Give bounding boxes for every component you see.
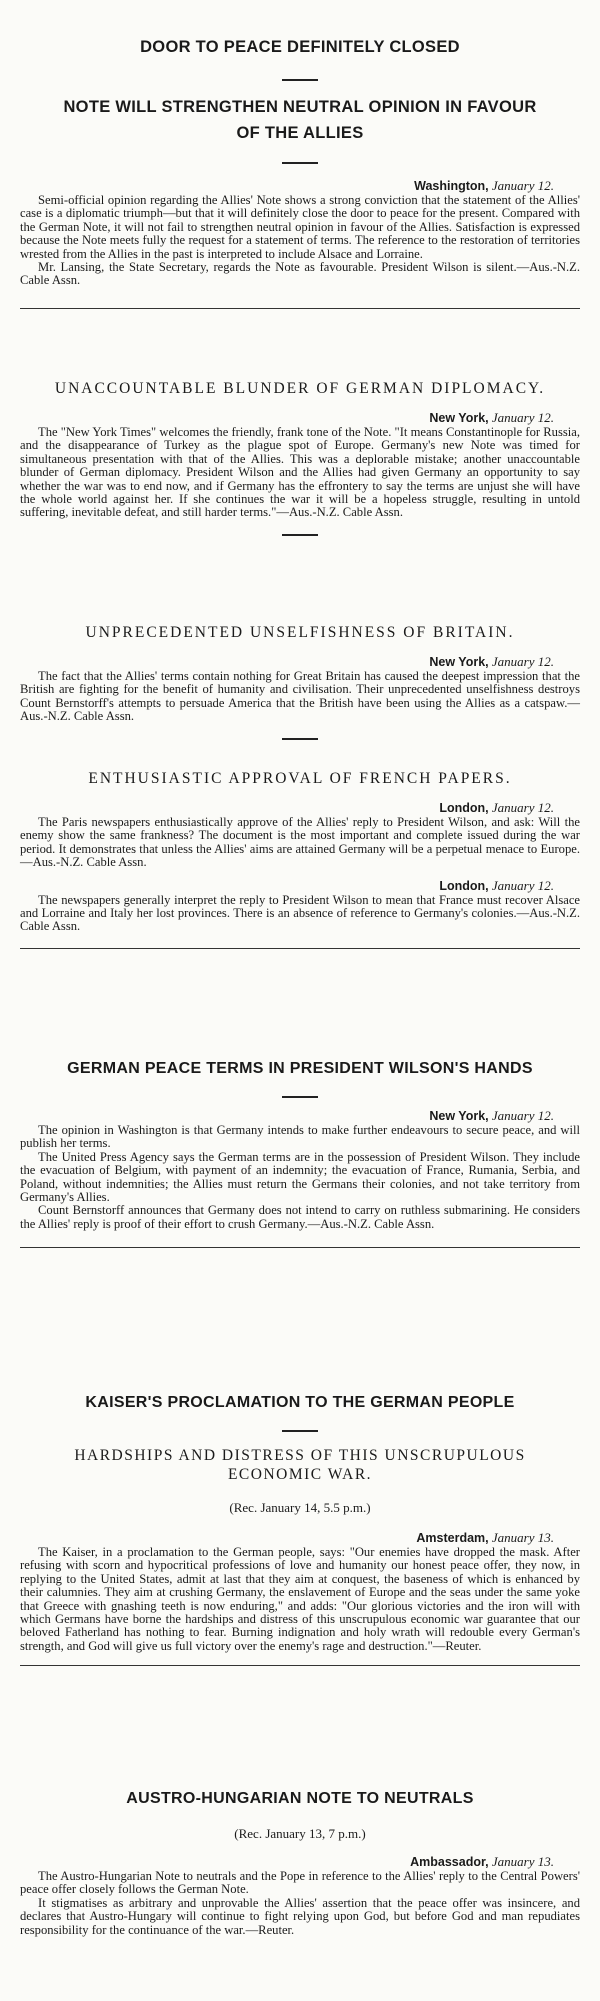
article-body	[20, 1124, 580, 1231]
dateline	[20, 1530, 580, 1546]
paragraph: The United Press Agency says the German terms are in the possession of President Wilson. They include the evacuation of Belgium, with payment of an indemnity; the evacuation of France, Rumania, Serbia, and Poland, without indemnities; the Allies must return the Germans their colonies, and not take territory from Germany's Allies.	[20, 1149, 580, 1205]
dateline	[20, 878, 580, 894]
article-subheadline: HARDSHIPS AND DISTRESS OF THIS UNSCRUPULOUS ECONOMIC WAR.	[74, 1447, 526, 1483]
paragraph: Mr. Lansing, the State Secretary, regards the Note as favourable. President Wilson is silent.—Aus.-N.Z. Cable Assn.	[20, 260, 580, 288]
paragraph: Semi-official opinion regarding the Allies' Note shows a strong conviction that the statement of the Allies' case is a diplomatic triumph—but that it will definitely close the door to peace for the present. Compared with the German Note, it will not fail to strengthen neutral opinion in favour of the Allies. Satisfaction is expressed because the Note meets fully the request for a statement of terms. The reference to the restoration of territories wrested from the Allies in the past is interpreted to include Alsace and Lorraine.	[20, 193, 580, 261]
article-german-blunder	[20, 380, 580, 536]
article-headline: UNPRECEDENTED UNSELFISHNESS OF BRITAIN.	[85, 624, 515, 641]
article-body	[20, 670, 580, 724]
dateline	[20, 654, 580, 670]
divider	[282, 162, 318, 164]
divider	[282, 79, 318, 81]
paragraph: The "New York Times" welcomes the friendly, frank tone of the Note. "It means Constantinople for Russia, and the disappearance of Turkey as the plague spot of Europe. Germany's new Note was timed for simultaneous presentation with that of the Allies. This was a deplorable mistake; another unaccountable blunder of German diplomacy. President Wilson and the Allies had given Germany an opportunity to say whether the war was to end now, and if Germany has the effrontery to say the terms are unjust she will have the whole world against her. If she continues the war it will be a hopeless struggle, resulting in untold suffering, inevitable defeat, and still harder terms."—Aus.-N.Z. Cable Assn.	[20, 425, 580, 520]
article-french-papers	[20, 770, 580, 949]
dateline-place: New York,	[429, 1109, 489, 1123]
dateline-date: January 13.	[491, 1854, 554, 1869]
divider	[282, 534, 318, 536]
divider	[282, 1096, 318, 1098]
article-body	[20, 816, 580, 870]
paragraph: Count Bernstorff announces that Germany does not intend to carry on ruthless submarining. He considers the Allies' reply is proof of their effort to crush Germany.—Aus.-N.Z. Cable Assn.	[20, 1203, 580, 1231]
section-rule	[20, 1665, 580, 1666]
received-note: (Rec. January 14, 5.5 p.m.)	[229, 1500, 371, 1515]
dateline-date: January 12.	[491, 800, 554, 815]
dateline	[20, 178, 580, 194]
dateline-date: January 12.	[491, 654, 554, 669]
article-body	[20, 894, 580, 934]
divider	[282, 1430, 318, 1432]
article-german-peace-terms	[20, 1060, 580, 1248]
dateline	[20, 800, 580, 816]
paragraph: It stigmatises as arbitrary and unprovable the Allies' assertion that the peace offer was insincere, and declares that Austro-Hungary will continue to fight relying upon God, but before God and man repudiates responsibility for the continuance of the war.—Reuter.	[20, 1895, 580, 1937]
dateline-place: London,	[439, 801, 489, 815]
paragraph: The fact that the Allies' terms contain nothing for Great Britain has caused the deepest impression that the British are fighting for the benefit of humanity and civilisation. Their unprecedented unselfishness destroys Count Bernstorff's attempts to persuade America that the British have been using the Allies as a catspaw.—Aus.-N.Z. Cable Assn.	[20, 669, 580, 724]
paragraph: The Kaiser, in a proclamation to the German people, says: "Our enemies have dropped the mask. After refusing with scorn and hypocritical professions of love and humanity our honest peace offer, they now, in replying to the United States, admit at last that they aim at conquest, the baseness of which is enhanced by their calumnies. They aim at crushing Germany, the enslavement of Europe and the seas under the same yoke that Greece with gnashing teeth is now enduring," and adds: "Our glorious victories and the iron will with which Germans have borne the hardships and distress of this unscrupulous economic war guarantee that our beloved Fatherland has nothing to fear. Burning indignation and holy wrath will redouble every German's strength, and God will give us full victory over the enemy's rage and destruction."—Reuter.	[20, 1545, 580, 1653]
dateline-place: New York,	[429, 655, 489, 669]
received-note: (Rec. January 13, 7 p.m.)	[234, 1826, 366, 1841]
article-body	[20, 426, 580, 520]
dateline	[20, 1108, 580, 1124]
main-headline: DOOR TO PEACE DEFINITELY CLOSED	[140, 38, 460, 56]
dateline-date: January 12.	[491, 178, 554, 193]
article-neutral-opinion	[20, 94, 580, 309]
main-headline-block	[20, 38, 580, 81]
article-headline: AUSTRO-HUNGARIAN NOTE TO NEUTRALS	[126, 1790, 474, 1807]
dateline-place: London,	[439, 878, 489, 893]
dateline-date: January 12.	[491, 1108, 554, 1123]
article-body	[20, 1546, 580, 1653]
dateline-date: January 13.	[491, 1530, 554, 1545]
article-headline: GERMAN PEACE TERMS IN PRESIDENT WILSON'S HANDS	[67, 1060, 533, 1077]
dateline-date: January 12.	[491, 410, 554, 425]
article-headline: ENTHUSIASTIC APPROVAL OF FRENCH PAPERS.	[88, 770, 512, 787]
article-headline: NOTE WILL STRENGTHEN NEUTRAL OPINION IN FAVOUR OF THE ALLIES	[63, 98, 537, 142]
article-kaiser-proclamation	[20, 1394, 580, 1666]
dateline-place: New York,	[429, 411, 489, 425]
paragraph: The opinion in Washington is that Germany intends to make further endeavours to secure peace, and will publish her terms.	[20, 1123, 580, 1151]
article-britain-unselfishness	[20, 624, 580, 740]
paragraph: The Paris newspapers enthusiastically approve of the Allies' reply to President Wilson, and ask: Will the enemy show the same frankness? The document is the most important and complete issued during the war period. It demonstrates that unless the Allies' aims are attained Germany will be a perpetual menace to Europe.—Aus.-N.Z. Cable Assn.	[20, 815, 580, 870]
dateline	[20, 1854, 580, 1870]
divider	[282, 738, 318, 740]
paragraph: The newspapers generally interpret the reply to President Wilson to mean that France must recover Alsace and Lorraine and Italy her lost provinces. There is an absence of reference to Germany's colonies.—Aus.-N.Z. Cable Assn.	[20, 892, 580, 934]
dateline-date: January 12.	[491, 877, 554, 893]
paragraph: The Austro-Hungarian Note to neutrals and the Pope in reference to the Allies' reply to the Central Powers' peace offer closely follows the German Note.	[20, 1869, 580, 1897]
article-body	[20, 194, 580, 288]
dateline	[20, 410, 580, 426]
dateline-place: Ambassador,	[410, 1855, 489, 1869]
article-headline: UNACCOUNTABLE BLUNDER OF GERMAN DIPLOMACY.	[54, 380, 546, 397]
article-headline: KAISER'S PROCLAMATION TO THE GERMAN PEOPLE	[85, 1394, 515, 1411]
dateline-place: Washington,	[414, 179, 489, 193]
dateline-place: Amsterdam,	[416, 1531, 489, 1545]
section-rule	[20, 1247, 580, 1248]
article-body	[20, 1870, 580, 1937]
article-austro-hungarian-note	[20, 1790, 580, 1937]
section-rule	[20, 308, 580, 309]
section-rule	[20, 948, 580, 949]
